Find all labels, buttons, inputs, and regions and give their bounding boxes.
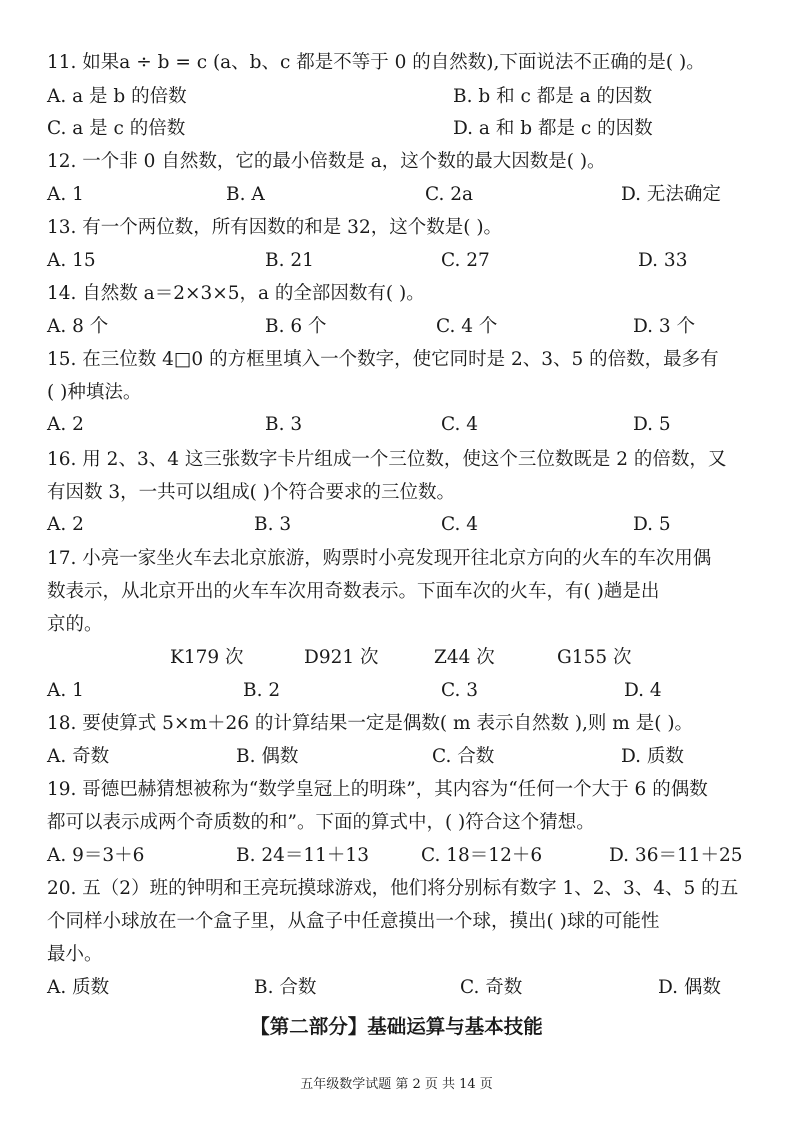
q17-option-c: C. 3 xyxy=(441,680,479,701)
q12-option-b: B. A xyxy=(226,184,265,205)
question-17-text-line2: 数表示，从北京开出的火车车次用奇数表示。下面车次的火车，有( )趟是出 xyxy=(47,581,660,602)
q20-option-a: A. 质数 xyxy=(47,977,110,998)
q18-option-a: A. 奇数 xyxy=(47,746,110,767)
q16-option-d: D. 5 xyxy=(633,514,671,535)
question-13-text: 13. 有一个两位数，所有因数的和是 32，这个数是( )。 xyxy=(47,217,503,238)
q20-option-b: B. 合数 xyxy=(254,977,317,998)
q13-option-d: D. 33 xyxy=(638,250,688,271)
q14-option-b: B. 6 个 xyxy=(265,316,327,337)
q12-option-a: A. 1 xyxy=(47,184,84,205)
q16-option-a: A. 2 xyxy=(47,514,84,535)
q19-option-b: B. 24＝11＋13 xyxy=(236,845,369,866)
question-17-text-line3: 京的。 xyxy=(47,614,103,635)
q18-option-b: B. 偶数 xyxy=(236,746,299,767)
q20-option-c: C. 奇数 xyxy=(460,977,523,998)
q11-option-b: B. b 和 c 都是 a 的因数 xyxy=(453,86,652,107)
q19-option-a: A. 9＝3＋6 xyxy=(47,845,145,866)
q14-option-a: A. 8 个 xyxy=(47,316,109,337)
q13-option-b: B. 21 xyxy=(265,250,314,271)
q16-option-c: C. 4 xyxy=(441,514,479,535)
train-number: K179 次 xyxy=(170,647,244,668)
q18-option-c: C. 合数 xyxy=(432,746,495,767)
question-16-text-line2: 有因数 3，一共可以组成( )个符合要求的三位数。 xyxy=(47,482,455,503)
question-20-text-line3: 最小。 xyxy=(47,944,103,965)
q12-option-c: C. 2a xyxy=(425,184,474,205)
question-20-text-line2: 个同样小球放在一个盒子里，从盒子中任意摸出一个球，摸出( )球的可能性 xyxy=(47,911,660,932)
q15-option-d: D. 5 xyxy=(633,414,671,435)
q12-option-d: D. 无法确定 xyxy=(621,184,721,205)
q16-option-b: B. 3 xyxy=(254,514,292,535)
q11-option-a: A. a 是 b 的倍数 xyxy=(47,86,187,107)
q14-option-c: C. 4 个 xyxy=(436,316,498,337)
question-16-text-line1: 16. 用 2、3、4 这三张数字卡片组成一个三位数，使这个三位数既是 2 的倍数，又 xyxy=(47,449,727,470)
train-number: D921 次 xyxy=(304,647,379,668)
page-footer: 五年级数学试题 第 2 页 共 14 页 xyxy=(300,1077,493,1092)
question-11-text: 11. 如果a ÷ b = c (a、b、c 都是不等于 0 的自然数),下面说法不正确的是( )。 xyxy=(47,52,705,73)
q17-option-a: A. 1 xyxy=(47,680,84,701)
q13-option-a: A. 15 xyxy=(47,250,96,271)
q15-option-c: C. 4 xyxy=(441,414,479,435)
q14-option-d: D. 3 个 xyxy=(633,316,696,337)
question-19-text-line1: 19. 哥德巴赫猜想被称为“数学皇冠上的明珠”，其内容为“任何一个大于 6 的偶数 xyxy=(47,779,708,800)
question-14-text: 14. 自然数 a＝2×3×5，a 的全部因数有( )。 xyxy=(47,283,425,304)
question-15-text-line1: 15. 在三位数 4□0 的方框里填入一个数字，使它同时是 2、3、5 的倍数，最多有 xyxy=(47,349,719,370)
question-12-text: 12. 一个非 0 自然数，它的最小倍数是 a，这个数的最大因数是( )。 xyxy=(47,151,606,172)
q19-option-d: D. 36＝11＋25 xyxy=(609,845,743,866)
q18-option-d: D. 质数 xyxy=(621,746,684,767)
q13-option-c: C. 27 xyxy=(441,250,490,271)
q15-option-a: A. 2 xyxy=(47,414,84,435)
question-20-text-line1: 20. 五（2）班的钟明和王亮玩摸球游戏，他们将分别标有数字 1、2、3、4、5 的五 xyxy=(47,878,739,899)
question-19-text-line2: 都可以表示成两个奇质数的和”。下面的算式中，( )符合这个猜想。 xyxy=(47,812,595,833)
section-title: 【第二部分】基础运算与基本技能 xyxy=(250,1015,543,1038)
q11-option-d: D. a 和 b 都是 c 的因数 xyxy=(453,118,653,139)
q19-option-c: C. 18＝12＋6 xyxy=(421,845,543,866)
q11-option-c: C. a 是 c 的倍数 xyxy=(47,118,186,139)
question-15-text-line2: ( )种填法。 xyxy=(47,382,142,403)
train-number: G155 次 xyxy=(557,647,632,668)
train-number: Z44 次 xyxy=(434,647,495,668)
q17-option-b: B. 2 xyxy=(243,680,281,701)
question-17-text-line1: 17. 小亮一家坐火车去北京旅游，购票时小亮发现开往北京方向的火车的车次用偶 xyxy=(47,548,712,569)
q15-option-b: B. 3 xyxy=(265,414,303,435)
question-18-text: 18. 要使算式 5×m＋26 的计算结果一定是偶数( m 表示自然数 ),则 m 是( )。 xyxy=(47,713,694,734)
q17-option-d: D. 4 xyxy=(624,680,662,701)
q20-option-d: D. 偶数 xyxy=(658,977,721,998)
